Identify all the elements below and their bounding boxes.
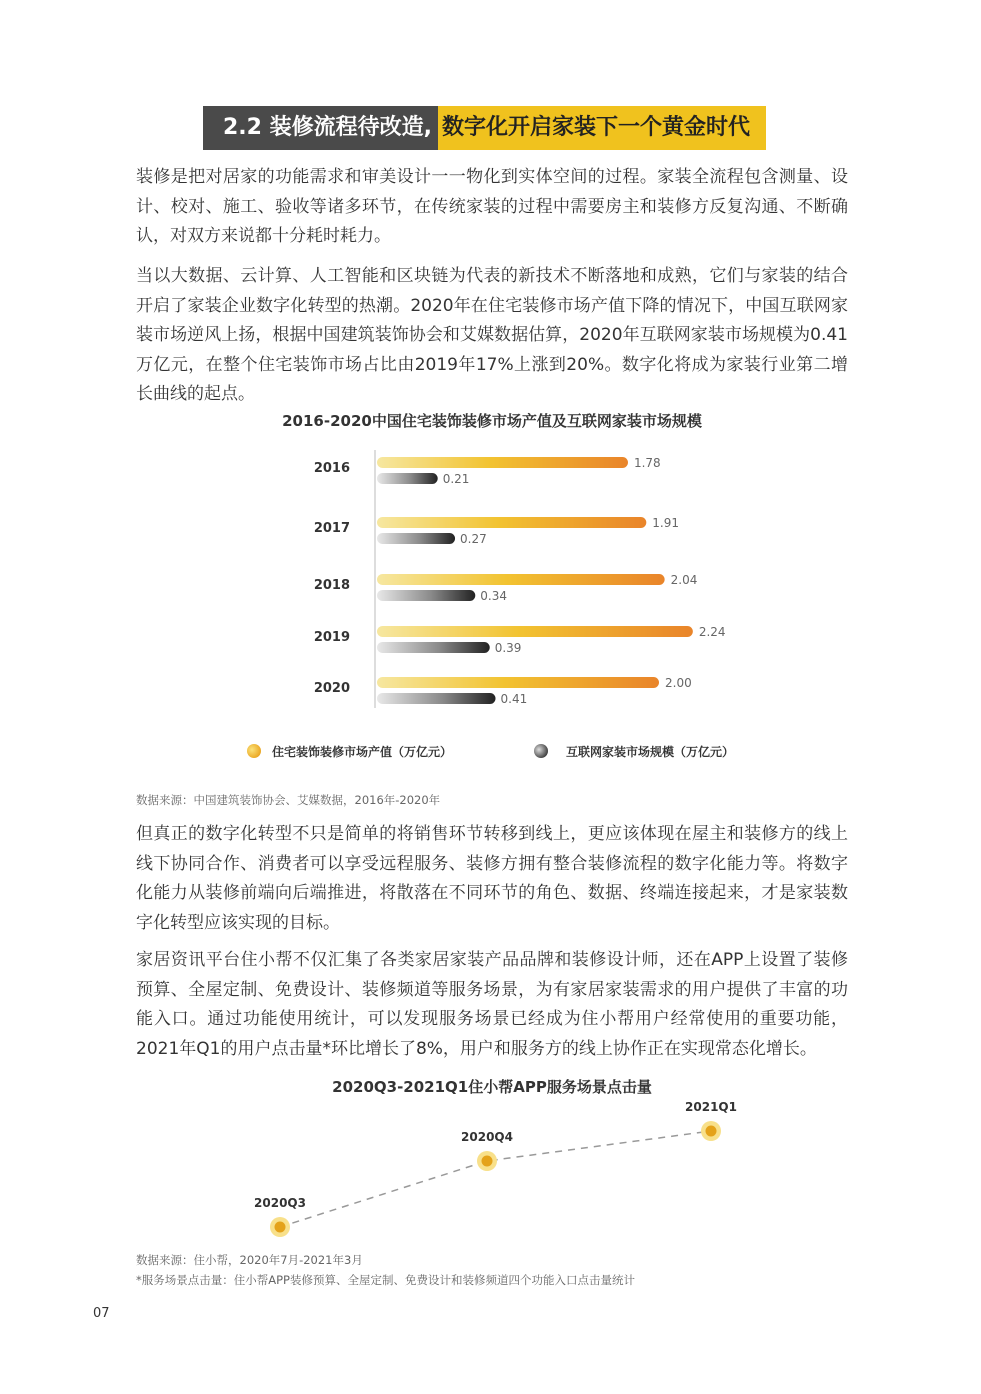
value-label-internet: 0.27 <box>460 532 487 546</box>
source-note-2: 数据来源：住小帮，2020年7月-2021年3月 <box>136 1253 363 1267</box>
bar-internet <box>377 473 438 484</box>
value-label-internet: 0.41 <box>500 692 528 706</box>
bar-market-value <box>377 457 628 468</box>
value-label-market: 1.78 <box>633 456 661 470</box>
value-label-market: 1.91 <box>652 516 680 530</box>
point-label: 2020Q3 <box>254 1196 306 1210</box>
value-label-internet: 0.21 <box>442 472 470 486</box>
category-label: 2017 <box>313 521 350 536</box>
bar-internet <box>377 533 455 544</box>
legend-label-market-value: 住宅装饰装修市场产值（万亿元） <box>272 745 453 759</box>
market-bar-chart <box>0 440 981 770</box>
bar-internet <box>377 590 475 601</box>
paragraph-4: 家居资讯平台住小帮不仅汇集了各类家居家装产品品牌和装修设计师，还在APP上设置了装修预算、全屋定制、免费设计、装修频道等服务场景，为有家居家装需求的用户提供了丰富的功能入口。通过功能使用统计，可以发现服务场景已经成为住小帮用户经常使用的重要功能，2021年Q1的用户点击量*环比增长了8%，用户和服务方的线上协作正在实现常态化增长。 <box>136 950 848 1059</box>
data-point <box>482 1156 493 1167</box>
category-label: 2020 <box>313 681 350 696</box>
value-label-internet: 0.39 <box>494 641 522 655</box>
bar-market-value <box>377 574 665 585</box>
trend-line <box>280 1131 711 1227</box>
legend-label-internet: 互联网家装市场规模（万亿元） <box>566 745 735 759</box>
section-number: 2.2 <box>223 115 262 140</box>
section-heading <box>203 106 766 150</box>
section-title-part1: 装修流程待改造, <box>269 115 433 140</box>
value-label-market: 2.24 <box>698 625 726 639</box>
source-note-1: 数据来源：中国建筑装饰协会、艾媒数据，2016年-2020年 <box>136 793 441 807</box>
data-point <box>275 1222 286 1233</box>
bar-market-value <box>377 677 659 688</box>
paragraph-1: 装修是把对居家的功能需求和审美设计一一物化到实体空间的过程。家装全流程包含测量、设计、校对、施工、验收等诸多环节，在传统家装的过程中需要房主和装修方反复沟通、不断确认，对双方来说都十分耗时耗力。 <box>136 167 848 246</box>
point-label: 2021Q1 <box>685 1100 737 1114</box>
footnote: *服务场景点击量：住小帮APP装修预算、全屋定制、免费设计和装修频道四个功能入口点击量统计 <box>136 1273 635 1287</box>
legend-dot-internet <box>534 744 548 758</box>
value-label-market: 2.00 <box>665 676 692 690</box>
value-label-internet: 0.34 <box>480 589 507 603</box>
chart2-title: 2020Q3-2021Q1住小帮APP服务场景点击量 <box>332 1078 652 1096</box>
bar-internet <box>377 693 496 704</box>
category-label: 2016 <box>313 461 350 476</box>
paragraph-3: 但真正的数字化转型不只是简单的将销售环节转移到线上，更应该体现在屋主和装修方的线上线下协同合作、消费者可以享受远程服务、装修方拥有整合装修流程的数字化能力等。将数字化能力从装修前端向后端推进，将散落在不同环节的角色、数据、终端连接起来，才是家装数字化转型应该实现的目标。 <box>136 824 848 933</box>
category-label: 2019 <box>313 630 350 645</box>
paragraph-2: 当以大数据、云计算、人工智能和区块链为代表的新技术不断落地和成熟，它们与家装的结合开启了家装企业数字化转型的热潮。2020年在住宅装修市场产值下降的情况下，中国互联网家装市场逆风上扬，根据中国建筑装饰协会和艾媒数据估算，2020年互联网家装市场规模为0.41万亿元，在整个住宅装饰市场占比由2019年17%上涨到20%。数字化将成为家装行业第二增长曲线的起点。 <box>136 266 848 404</box>
section-heading-part1 <box>203 106 438 150</box>
section-title-part2: 数字化开启家装下一个黄金时代 <box>438 106 766 150</box>
bar-market-value <box>377 626 693 637</box>
legend-dot-market-value <box>247 744 261 758</box>
point-label: 2020Q4 <box>461 1130 513 1144</box>
page-number: 07 <box>93 1306 110 1321</box>
value-label-market: 2.04 <box>670 573 698 587</box>
clicks-line-chart <box>0 1090 981 1250</box>
chart1-title: 2016-2020中国住宅装饰装修市场产值及互联网家装市场规模 <box>282 412 702 430</box>
data-point <box>706 1126 717 1137</box>
category-label: 2018 <box>313 578 350 593</box>
bar-internet <box>377 642 490 653</box>
bar-market-value <box>377 517 646 528</box>
